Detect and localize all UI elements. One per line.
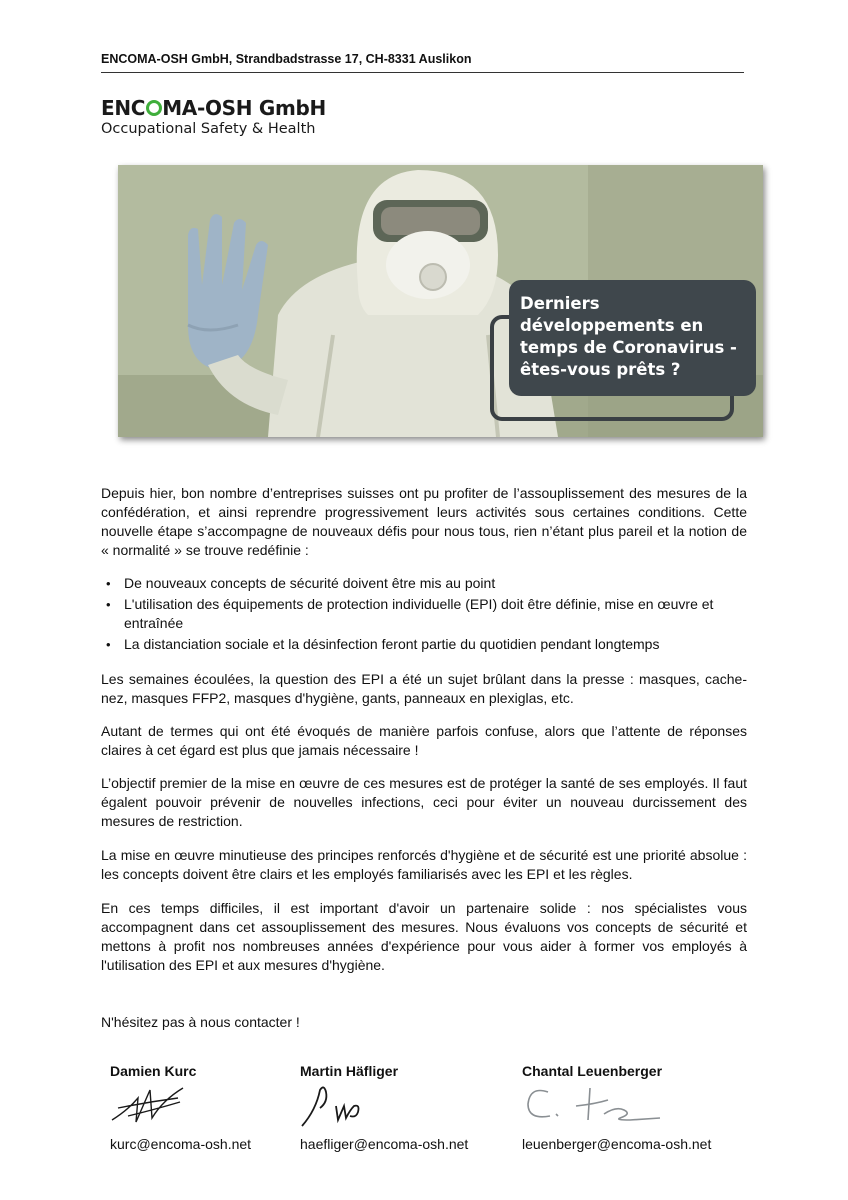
- paragraph-partner: En ces temps difficiles, il est important d'avoir un partenaire solide : nos spécialistes vous accompagnent dans cet assouplissement des mesures. Nous évaluons vos concepts de sécurité et mettons à profit nos nombreuses années d'expérience pour vous aider à former vos employés à l'utilisation des EPI et aux mesures d'hygiène.: [101, 900, 747, 973]
- logo-tagline: Occupational Safety & Health: [101, 121, 316, 137]
- logo-name-suffix: MA-OSH GmbH: [162, 96, 326, 120]
- signatory-email: kurc@encoma-osh.net: [110, 1136, 252, 1152]
- signature-kurc: [108, 1080, 188, 1130]
- header-divider: [101, 72, 744, 73]
- bullet-icon: •: [106, 576, 111, 591]
- paragraph-confusion: Autant de termes qui ont été évoqués de manière parfois confuse, alors que l’attente de réponses claires à cet égard est plus que jamais nécessaire !: [101, 723, 747, 758]
- bullet-icon: •: [106, 637, 111, 652]
- paragraph-objective: L’objectif premier de la mise en œuvre de ces mesures est de protéger la santé de ses employés. Il faut égalent pouvoir prévenir de nouvelles infections, ceci pour éviter un nouveau durcissement des mesures de restriction.: [101, 775, 747, 829]
- list-item-text: De nouveaux concepts de sécurité doivent être mis au point: [124, 575, 496, 591]
- list-item: [101, 574, 747, 593]
- hero-banner-image: [118, 165, 763, 437]
- signatory-name: Damien Kurc: [110, 1063, 197, 1079]
- signature-leuenberger: [520, 1080, 670, 1130]
- signatory-name: Chantal Leuenberger: [522, 1063, 663, 1079]
- intro-paragraph: Depuis hier, bon nombre d’entreprises suisses ont pu profiter de l’assouplissement des mesures de la confédération, et ainsi reprendre progressivement leurs activités sous certaines conditions. Cette nouvelle étape s’accompagne de nouveaux défis pour nous tous, rien n’étant plus pareil et la notion de « normalité » se trouve redéfinie :: [101, 485, 747, 558]
- signatory-name: Martin Häfliger: [300, 1063, 399, 1079]
- logo-name-prefix: ENC: [101, 96, 146, 120]
- list-item: [101, 595, 747, 633]
- bullet-icon: •: [106, 597, 111, 612]
- logo-ring-icon: [146, 100, 162, 116]
- paragraph-priority: La mise en œuvre minutieuse des principes renforcés d'hygiène et de sécurité est une priorité absolue : les concepts doivent être clairs et les employés familiarisés avec les EPI et les règles.: [101, 847, 747, 882]
- list-item: [101, 635, 747, 654]
- paragraph-epi-press: Les semaines écoulées, la question des EPI a été un sujet brûlant dans la presse : masques, cache-nez, masques FFP2, masques d'hygiène, gants, panneaux en plexiglas, etc.: [101, 671, 747, 706]
- signatory-email: leuenberger@encoma-osh.net: [522, 1136, 712, 1152]
- hero-headline-card: [509, 280, 756, 396]
- signature-haefliger: [298, 1080, 378, 1130]
- letterhead-address: ENCOMA-OSH GmbH, Strandbadstrasse 17, CH-8331 Auslikon: [101, 52, 472, 66]
- list-item-text: L'utilisation des équipements de protection individuelle (EPI) doit être définie, mise en œuvre et entraînée: [124, 596, 714, 631]
- signatory-email: haefliger@encoma-osh.net: [300, 1136, 469, 1152]
- logo-wordmark: [101, 96, 326, 120]
- contact-prompt: N'hésitez pas à nous contacter !: [101, 1014, 300, 1030]
- measures-list: [101, 574, 747, 656]
- company-logo: [101, 96, 361, 146]
- hero-headline: Derniers développements en temps de Coronavirus - êtes-vous prêts ?: [520, 294, 737, 379]
- list-item-text: La distanciation sociale et la désinfection feront partie du quotidien pendant longtemps: [124, 636, 660, 652]
